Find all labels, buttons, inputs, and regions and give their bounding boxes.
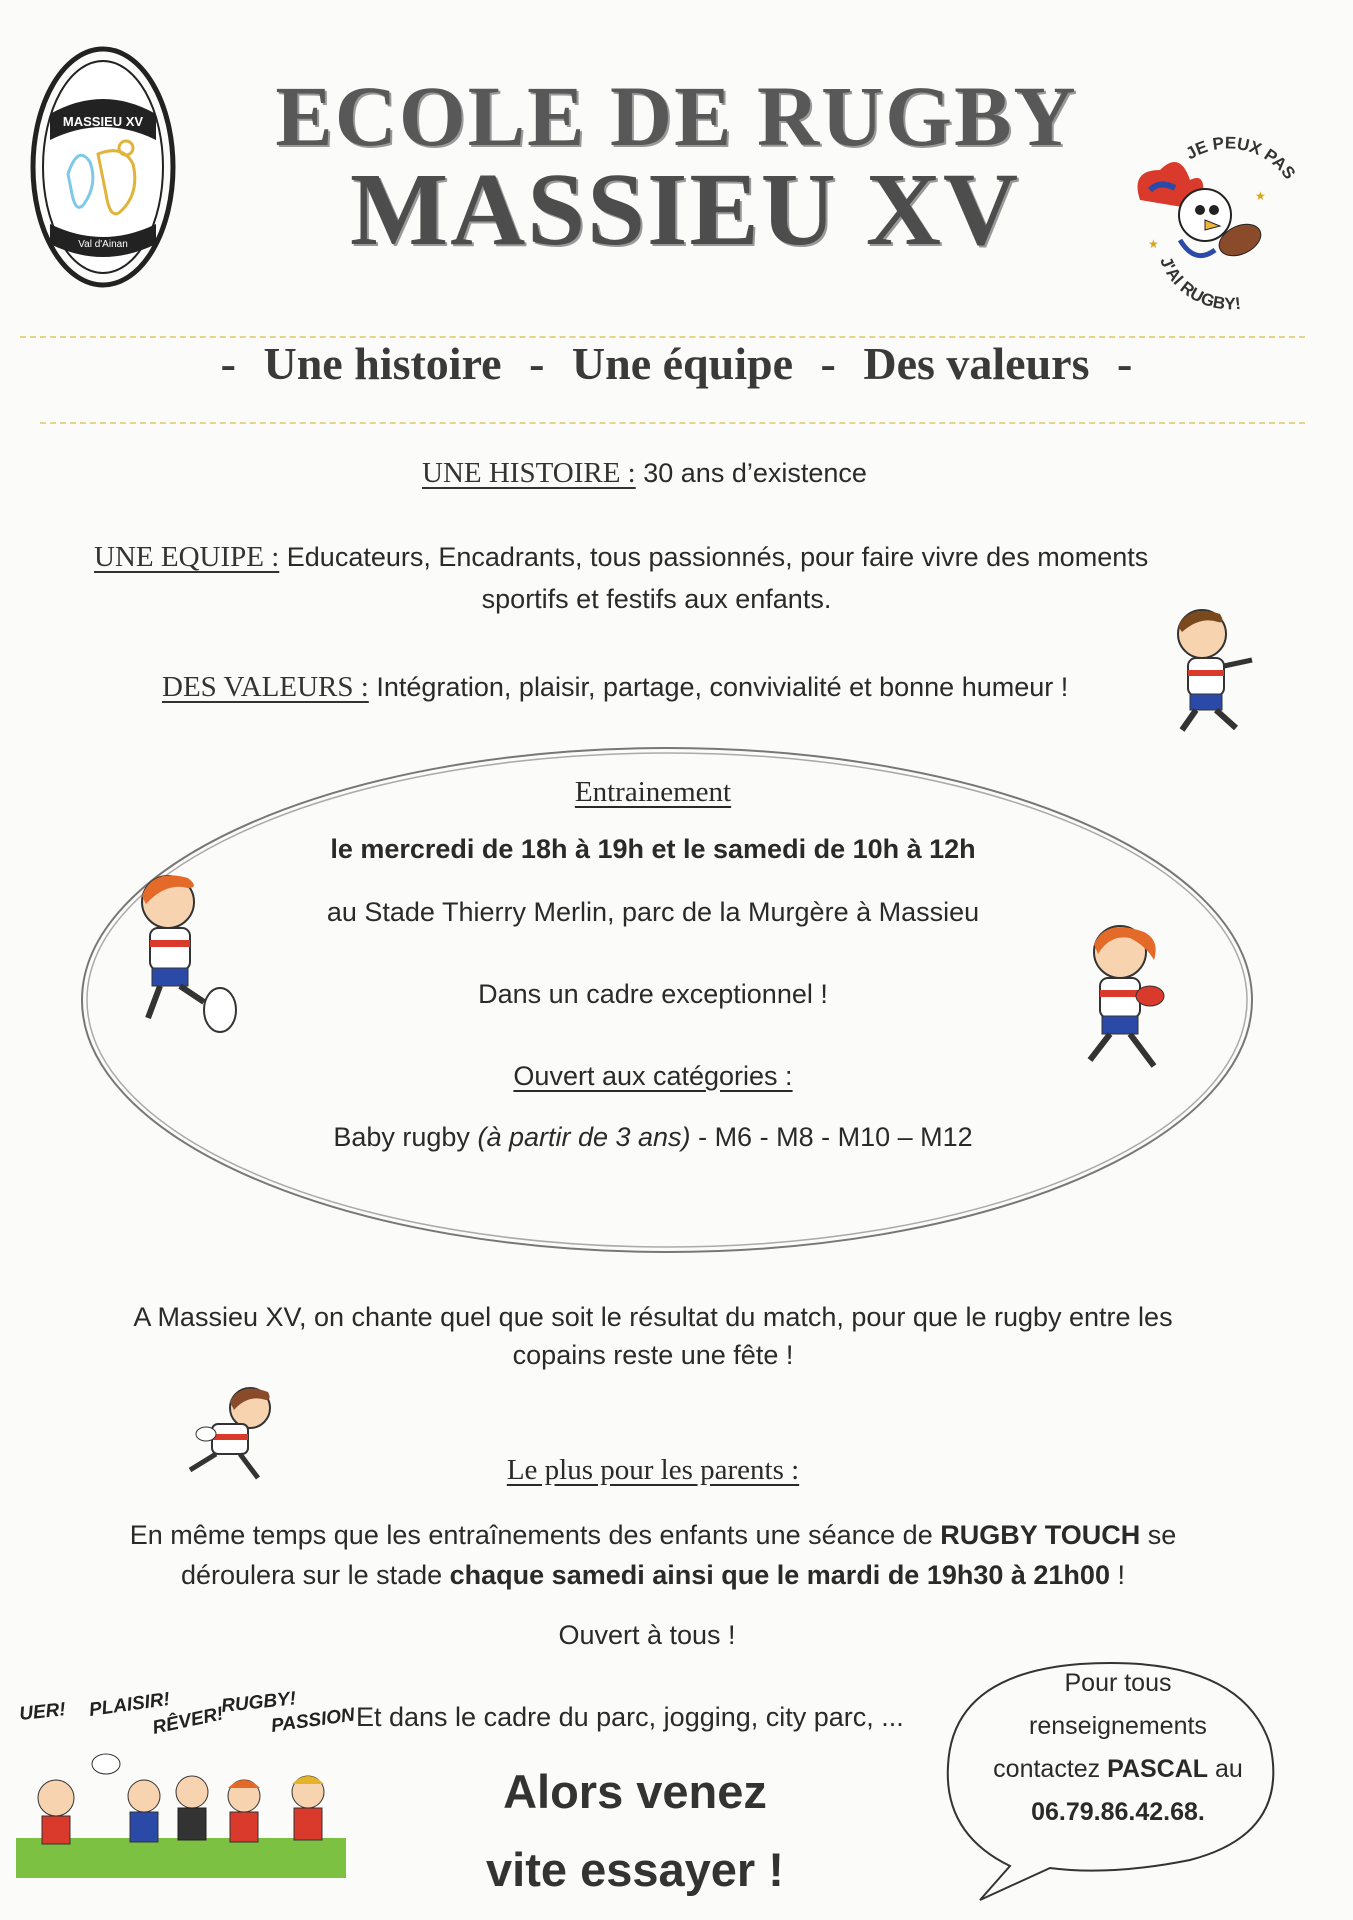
parents-line-1: En même temps que les entraînements des enfants une séance de RUGBY TOUCH se <box>129 1520 1177 1550</box>
logo-top-text: MASSIEU XV <box>62 114 144 129</box>
training-schedule: le mercredi de 18h à 19h et le samedi de 10h à 12h <box>330 834 976 864</box>
cta-line-1: Alors venez <box>503 1765 767 1818</box>
contact-line-1: Pour tous <box>1064 1669 1172 1697</box>
parents-open: Ouvert à tous ! <box>558 1620 736 1650</box>
page-title: ECOLE DE RUGBY <box>275 68 1078 164</box>
svg-text:★: ★ <box>1255 189 1266 203</box>
equipe-text-continued: sportifs et festifs aux enfants. <box>481 584 832 614</box>
contact-line-3: contactez PASCAL au <box>993 1755 1243 1783</box>
sticker-text-bottom: J'AI RUGBY! <box>1156 254 1242 314</box>
park-text: Et dans le cadre du parc, jogging, city parc, ... <box>356 1702 904 1732</box>
divider <box>40 422 1305 424</box>
parents-line-2: déroulera sur le stade chaque samedi ainsi que le mardi de 19h30 à 21h00 ! <box>181 1560 1125 1590</box>
club-name: MASSIEU XV <box>350 152 1021 267</box>
equipe-label: UNE EQUIPE : <box>94 541 280 573</box>
training-setting: Dans un cadre exceptionnel ! <box>478 979 828 1009</box>
equipe-line <box>94 538 1148 576</box>
contact-info <box>968 1662 1268 1834</box>
sticker-text-top: JE PEUX PAS <box>1182 133 1300 183</box>
tagline: - Une histoire - Une équipe - Des valeurs - <box>220 338 1133 389</box>
svg-text:★: ★ <box>1148 237 1159 251</box>
comic-strip-illustration <box>16 1688 356 1878</box>
parents-heading: Le plus pour les parents : <box>506 1454 800 1486</box>
equipe-text: Educateurs, Encadrants, tous passionnés, pour faire vivre des moments <box>286 542 1149 572</box>
categories-list: Baby rugby (à partir de 3 ans) - M6 - M8 - M10 – M12 <box>333 1122 973 1152</box>
chant-line-1: A Massieu XV, on chante quel que soit le résultat du match, pour que le rugby entre les <box>133 1302 1173 1332</box>
logo-bottom-text: Val d'Ainan <box>78 239 128 250</box>
contact-name: PASCAL <box>1107 1755 1209 1783</box>
kid-running-illustration <box>1160 600 1270 740</box>
chant-line-2: copains reste une fête ! <box>512 1340 794 1370</box>
histoire-text: 30 ans d’existence <box>643 458 867 488</box>
comic-word: RÊVER! <box>150 1703 226 1739</box>
histoire-label: UNE HISTOIRE : <box>422 457 636 489</box>
training-heading: Entrainement <box>574 776 732 808</box>
tagline-item: Des valeurs <box>863 338 1090 389</box>
comic-word: UER! <box>18 1699 67 1725</box>
valeurs-line <box>162 668 1068 706</box>
categories-heading: Ouvert aux catégories : <box>513 1061 793 1091</box>
cta-line-2: vite essayer ! <box>486 1843 784 1896</box>
kid-kicking-illustration <box>108 860 248 1040</box>
histoire-line <box>422 454 867 492</box>
training-location: au Stade Thierry Merlin, parc de la Murgère à Massieu <box>326 897 980 927</box>
contact-phone: 06.79.86.42.68. <box>1031 1798 1205 1826</box>
girl-running-illustration <box>1050 910 1190 1090</box>
tagline-item: Une histoire <box>263 338 502 389</box>
comic-word: PLAISIR! <box>87 1688 172 1721</box>
valeurs-label: DES VALEURS : <box>162 671 369 703</box>
valeurs-text: Intégration, plaisir, partage, convivialité et bonne humeur ! <box>376 672 1069 702</box>
tagline-item: Une équipe <box>571 338 794 389</box>
comic-word: PASSION <box>269 1704 356 1737</box>
contact-line-2: renseignements <box>1029 1712 1207 1740</box>
comic-word: RUGBY! <box>220 1688 298 1717</box>
rooster-sticker <box>1120 130 1320 330</box>
